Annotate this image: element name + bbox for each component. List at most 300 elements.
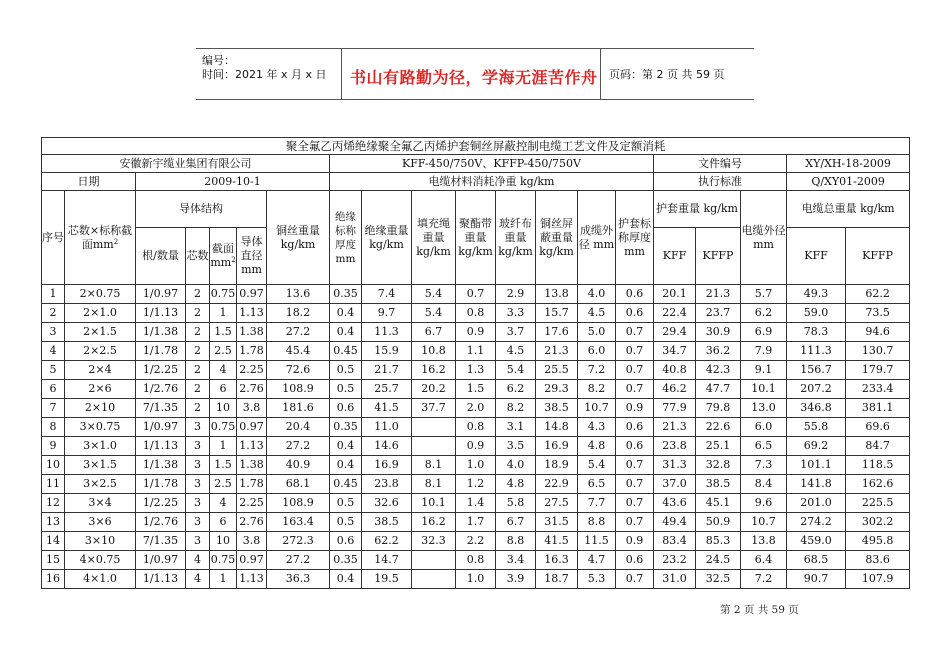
header-polyester-weight: 聚酯带重量kg/km <box>456 191 496 285</box>
table-cell: 21.3 <box>696 285 741 304</box>
table-cell: 21.3 <box>536 342 578 361</box>
table-cell: 29.4 <box>654 323 696 342</box>
table-cell: 6 <box>42 380 65 399</box>
table-cell: 3.8 <box>237 532 267 551</box>
table-cell: 40.8 <box>654 361 696 380</box>
table-cell: 1.0 <box>456 570 496 589</box>
table-cell: 1/1.38 <box>136 323 186 342</box>
header-glass-weight: 玻纤布重量kg/km <box>496 191 536 285</box>
table-cell: 31.3 <box>654 456 696 475</box>
table-cell: 22.6 <box>696 418 741 437</box>
header-seq: 序号 <box>42 191 65 285</box>
table-cell: 3 <box>186 437 210 456</box>
table-cell: 2.5 <box>210 342 237 361</box>
table-cell: 4.8 <box>578 437 616 456</box>
table-cell: 38.5 <box>696 475 741 494</box>
table-cell: 0.7 <box>616 475 654 494</box>
table-cell: 0.4 <box>330 304 362 323</box>
table-cell: 19.5 <box>362 570 412 589</box>
table-cell: 0.7 <box>616 570 654 589</box>
consumption-label: 电缆材料消耗净重 kg/km <box>330 173 654 191</box>
table-cell: 16.9 <box>536 437 578 456</box>
table-cell: 1/1.78 <box>136 342 186 361</box>
table-cell: 1/0.97 <box>136 551 186 570</box>
table-cell: 1.13 <box>237 437 267 456</box>
table-cell: 0.5 <box>330 380 362 399</box>
table-cell: 16.2 <box>412 361 456 380</box>
table-cell: 12 <box>42 494 65 513</box>
table-cell: 7.7 <box>578 494 616 513</box>
table-cell: 15.7 <box>536 304 578 323</box>
table-cell: 16.2 <box>412 513 456 532</box>
table-cell: 3×1.5 <box>65 456 136 475</box>
table-cell: 1.78 <box>237 475 267 494</box>
header-conductor-dia: 导体直径mm <box>237 228 267 285</box>
table-cell: 0.7 <box>616 361 654 380</box>
table-cell: 8 <box>42 418 65 437</box>
table-cell: 0.7 <box>616 380 654 399</box>
table-cell: 0.8 <box>456 418 496 437</box>
table-cell: 7.9 <box>741 342 787 361</box>
table-cell: 16 <box>42 570 65 589</box>
table-cell: 13.8 <box>741 532 787 551</box>
table-cell: 3.7 <box>496 323 536 342</box>
table-cell: 37.0 <box>654 475 696 494</box>
header-section: 截面 $mm^2$ <box>210 228 237 285</box>
table-cell: 8.8 <box>578 513 616 532</box>
table-cell: 18.7 <box>536 570 578 589</box>
header-sheath-kffp: KFFP <box>696 228 741 285</box>
table-cell: 11 <box>42 475 65 494</box>
table-cell: 4.0 <box>578 285 616 304</box>
header-conductor-structure: 导体结构 <box>136 191 267 228</box>
table-cell: 79.8 <box>696 399 741 418</box>
table-cell: 3 <box>186 475 210 494</box>
table-row <box>42 513 910 532</box>
table-cell: 38.5 <box>536 399 578 418</box>
table-cell: 16.9 <box>362 456 412 475</box>
table-cell: 274.2 <box>787 513 846 532</box>
table-cell: 1.0 <box>456 456 496 475</box>
table-cell: 4 <box>186 551 210 570</box>
table-cell: 90.7 <box>787 570 846 589</box>
table-cell: 156.7 <box>787 361 846 380</box>
table-cell: 0.9 <box>456 437 496 456</box>
table-cell: 6.2 <box>741 304 787 323</box>
table-cell: 2×1.0 <box>65 304 136 323</box>
table-cell: 45.1 <box>696 494 741 513</box>
table-cell: 272.3 <box>267 532 330 551</box>
table-cell: 20.2 <box>412 380 456 399</box>
table-row <box>42 475 910 494</box>
table-cell: 0.6 <box>330 532 362 551</box>
table-cell: 346.8 <box>787 399 846 418</box>
table-cell: 207.2 <box>787 380 846 399</box>
table-cell: 1/2.25 <box>136 361 186 380</box>
table-cell: 18.2 <box>267 304 330 323</box>
table-cell: 5.4 <box>412 285 456 304</box>
table-row <box>42 437 910 456</box>
table-cell: 27.2 <box>267 437 330 456</box>
table-cell: 10.1 <box>412 494 456 513</box>
table-cell: 1.5 <box>456 380 496 399</box>
doc-no-label: 文件编号 <box>654 155 787 173</box>
table-cell: 2×6 <box>65 380 136 399</box>
table-cell: 6.0 <box>578 342 616 361</box>
table-cell: 15.9 <box>362 342 412 361</box>
table-cell: 43.6 <box>654 494 696 513</box>
table-cell: 41.5 <box>362 399 412 418</box>
table-cell: 3×0.75 <box>65 418 136 437</box>
table-cell: 2.76 <box>237 380 267 399</box>
table-cell: 69.6 <box>846 418 910 437</box>
standard-value: Q/XY01-2009 <box>787 173 910 191</box>
table-cell: 3 <box>186 456 210 475</box>
table-cell: 46.2 <box>654 380 696 399</box>
table-cell: 6 <box>210 380 237 399</box>
table-title: 聚全氟乙丙烯绝缘聚全氟乙丙烯护套铜丝屏蔽控制电缆工艺文件及定额消耗 <box>42 138 910 155</box>
table-cell: 3.1 <box>496 418 536 437</box>
table-cell: 0.7 <box>616 513 654 532</box>
table-cell: 1/0.97 <box>136 285 186 304</box>
header-cores-section: 芯数×标称截面$mm^2$ <box>65 191 136 285</box>
table-cell: 2×2.5 <box>65 342 136 361</box>
table-cell: 72.6 <box>267 361 330 380</box>
header-shield-weight: 铜丝屏蔽重量kg/km <box>536 191 578 285</box>
table-row <box>42 456 910 475</box>
table-cell: 45.4 <box>267 342 330 361</box>
table-cell: 201.0 <box>787 494 846 513</box>
table-cell: 0.8 <box>456 551 496 570</box>
table-cell: 11.0 <box>362 418 412 437</box>
table-cell: 0.6 <box>616 285 654 304</box>
table-cell: 2.2 <box>456 532 496 551</box>
table-cell: 1 <box>42 285 65 304</box>
table-cell: 1.38 <box>237 456 267 475</box>
table-cell: 4×0.75 <box>65 551 136 570</box>
table-row <box>42 361 910 380</box>
table-cell: 2.5 <box>210 475 237 494</box>
table-cell: 27.2 <box>267 323 330 342</box>
table-cell: 15 <box>42 551 65 570</box>
table-cell: 0.9 <box>616 532 654 551</box>
header-insulation-weight: 绝缘重量 kg/km <box>362 191 412 285</box>
table-cell: 0.35 <box>330 418 362 437</box>
table-cell: 6.0 <box>741 418 787 437</box>
table-cell: 0.7 <box>456 285 496 304</box>
table-cell: 23.8 <box>654 437 696 456</box>
table-cell: 23.2 <box>654 551 696 570</box>
table-cell: 68.5 <box>787 551 846 570</box>
table-cell: 9 <box>42 437 65 456</box>
header-sheath-weight: 护套重量 kg/km <box>654 191 741 228</box>
table-cell: 13.8 <box>536 285 578 304</box>
table-cell: 108.9 <box>267 494 330 513</box>
header-core-od: 成缆外径 mm <box>578 191 616 285</box>
table-cell: 10.1 <box>741 380 787 399</box>
table-cell: 16.3 <box>536 551 578 570</box>
table-cell: 4 <box>210 494 237 513</box>
table-cell: 68.1 <box>267 475 330 494</box>
table-cell: 1 <box>210 304 237 323</box>
date-value: 2009-10-1 <box>136 173 330 191</box>
table-cell: 381.1 <box>846 399 910 418</box>
page-label: 页码：第 2 页 共 59 页 <box>609 68 725 81</box>
table-cell: 10 <box>210 399 237 418</box>
table-cell: 163.4 <box>267 513 330 532</box>
table-cell: 0.4 <box>330 570 362 589</box>
table-cell: 14 <box>42 532 65 551</box>
table-cell: 0.7 <box>616 456 654 475</box>
table-cell: 37.7 <box>412 399 456 418</box>
table-cell: 38.5 <box>362 513 412 532</box>
table-cell: 10.7 <box>741 513 787 532</box>
table-cell: 7.3 <box>741 456 787 475</box>
table-cell: 3 <box>186 418 210 437</box>
table-cell: 0.6 <box>330 399 362 418</box>
table-cell: 73.5 <box>846 304 910 323</box>
consumption-table <box>41 137 910 589</box>
table-row <box>42 285 910 304</box>
table-cell: 78.3 <box>787 323 846 342</box>
table-cell: 31.5 <box>536 513 578 532</box>
table-cell: 5.7 <box>741 285 787 304</box>
document-header <box>196 48 754 100</box>
table-cell: 6.5 <box>578 475 616 494</box>
table-cell: 3 <box>186 532 210 551</box>
table-cell: 84.7 <box>846 437 910 456</box>
table-cell: 23.7 <box>696 304 741 323</box>
table-cell: 495.8 <box>846 532 910 551</box>
table-cell: 5.4 <box>496 361 536 380</box>
table-cell: 0.75 <box>210 551 237 570</box>
table-cell: 9.7 <box>362 304 412 323</box>
table-cell: 42.3 <box>696 361 741 380</box>
motto: 书山有路勤为径，学海无涯苦作舟 <box>350 68 598 87</box>
date-label: 日期 <box>42 173 136 191</box>
table-cell: 14.6 <box>362 437 412 456</box>
table-cell: 130.7 <box>846 342 910 361</box>
table-cell: 1.7 <box>456 513 496 532</box>
header-sheath-thickness: 护套标称厚度mm <box>616 191 654 285</box>
header-insulation-thickness: 绝缘标称厚度mm <box>330 191 362 285</box>
table-row <box>42 342 910 361</box>
table-cell: 25.1 <box>696 437 741 456</box>
table-cell: 30.9 <box>696 323 741 342</box>
table-cell: 0.35 <box>330 551 362 570</box>
table-cell: 1.2 <box>456 475 496 494</box>
table-cell: 1.38 <box>237 323 267 342</box>
table-cell: 108.9 <box>267 380 330 399</box>
table-cell: 0.9 <box>616 399 654 418</box>
table-cell: 6.7 <box>496 513 536 532</box>
table-cell: 0.7 <box>616 342 654 361</box>
table-cell: 107.9 <box>846 570 910 589</box>
table-cell: 7/1.35 <box>136 532 186 551</box>
table-cell: 7.2 <box>578 361 616 380</box>
table-cell: 20.1 <box>654 285 696 304</box>
table-cell: 94.6 <box>846 323 910 342</box>
table-cell: 3.3 <box>496 304 536 323</box>
table-cell: 2×10 <box>65 399 136 418</box>
doc-no: XY/XH-18-2009 <box>787 155 910 173</box>
table-row <box>42 418 910 437</box>
table-cell: 1.4 <box>456 494 496 513</box>
header-roots-count: 根/数量 <box>136 228 186 285</box>
table-cell: 0.5 <box>330 494 362 513</box>
table-cell: 0.6 <box>616 437 654 456</box>
table-cell: 11.5 <box>578 532 616 551</box>
table-cell: 2 <box>186 285 210 304</box>
table-cell: 5 <box>42 361 65 380</box>
table-cell: 32.3 <box>412 532 456 551</box>
header-cores: 芯数 <box>186 228 210 285</box>
table-cell: 2 <box>186 304 210 323</box>
table-cell: 41.5 <box>536 532 578 551</box>
table-cell: 9.1 <box>741 361 787 380</box>
cable-models: KFF-450/750V、KFFP-450/750V <box>330 155 654 173</box>
table-cell: 6.2 <box>496 380 536 399</box>
table-cell: 0.7 <box>616 494 654 513</box>
table-cell: 23.8 <box>362 475 412 494</box>
table-cell: 10.8 <box>412 342 456 361</box>
table-cell: 459.0 <box>787 532 846 551</box>
header-meta-cell <box>196 49 342 99</box>
table-cell: 0.5 <box>330 513 362 532</box>
table-cell: 1.3 <box>456 361 496 380</box>
table-cell: 49.4 <box>654 513 696 532</box>
table-cell <box>412 551 456 570</box>
table-cell: 5.4 <box>412 304 456 323</box>
table-cell: 8.8 <box>496 532 536 551</box>
table-cell: 21.3 <box>654 418 696 437</box>
table-cell <box>412 570 456 589</box>
table-cell: 3×6 <box>65 513 136 532</box>
table-cell: 9.6 <box>741 494 787 513</box>
table-cell: 3×10 <box>65 532 136 551</box>
table-cell <box>412 437 456 456</box>
table-cell: 0.97 <box>237 418 267 437</box>
header-sheath-kff: KFF <box>654 228 696 285</box>
table-cell: 1/2.76 <box>136 513 186 532</box>
table-cell: 7 <box>42 399 65 418</box>
table-cell: 0.9 <box>456 323 496 342</box>
table-cell: 2.76 <box>237 513 267 532</box>
table-cell: 6.7 <box>412 323 456 342</box>
header-total-weight: 电缆总重量 kg/km <box>787 191 910 228</box>
table-cell: 4 <box>210 361 237 380</box>
table-cell: 62.2 <box>362 532 412 551</box>
table-cell: 4.3 <box>578 418 616 437</box>
table-cell: 29.3 <box>536 380 578 399</box>
table-cell: 6.4 <box>741 551 787 570</box>
table-cell: 0.45 <box>330 475 362 494</box>
table-cell: 22.4 <box>654 304 696 323</box>
table-cell: 162.6 <box>846 475 910 494</box>
table-cell: 225.5 <box>846 494 910 513</box>
table-cell: 1/1.13 <box>136 437 186 456</box>
table-cell: 25.5 <box>536 361 578 380</box>
table-cell: 3×4 <box>65 494 136 513</box>
table-cell: 4.0 <box>496 456 536 475</box>
table-cell: 31.0 <box>654 570 696 589</box>
table-cell: 7.2 <box>741 570 787 589</box>
table-cell: 6 <box>210 513 237 532</box>
header-cable-od: 电缆外径 mm <box>741 191 787 285</box>
table-cell: 7/1.35 <box>136 399 186 418</box>
table-cell: 0.8 <box>456 304 496 323</box>
table-cell: 32.8 <box>696 456 741 475</box>
table-cell: 3.4 <box>496 551 536 570</box>
table-cell: 47.7 <box>696 380 741 399</box>
table-cell: 8.2 <box>496 399 536 418</box>
table-cell: 10 <box>210 532 237 551</box>
table-cell: 0.97 <box>237 551 267 570</box>
table-cell: 1/2.25 <box>136 494 186 513</box>
table-cell: 11.3 <box>362 323 412 342</box>
table-cell: 27.2 <box>267 551 330 570</box>
table-cell: 4.5 <box>496 342 536 361</box>
table-cell: 1 <box>210 570 237 589</box>
table-cell: 3 <box>186 494 210 513</box>
table-cell: 77.9 <box>654 399 696 418</box>
table-cell: 2 <box>42 304 65 323</box>
table-cell: 5.0 <box>578 323 616 342</box>
table-cell: 59.0 <box>787 304 846 323</box>
table-cell: 141.8 <box>787 475 846 494</box>
table-cell: 0.4 <box>330 323 362 342</box>
table-cell: 25.7 <box>362 380 412 399</box>
table-cell: 4.7 <box>578 551 616 570</box>
table-cell: 4.5 <box>578 304 616 323</box>
table-row <box>42 494 910 513</box>
table-cell: 32.6 <box>362 494 412 513</box>
table-cell: 2 <box>186 361 210 380</box>
table-cell: 27.5 <box>536 494 578 513</box>
table-cell: 2×4 <box>65 361 136 380</box>
table-cell: 34.7 <box>654 342 696 361</box>
table-cell: 49.3 <box>787 285 846 304</box>
table-cell: 13.6 <box>267 285 330 304</box>
table-cell: 4.8 <box>496 475 536 494</box>
table-cell: 3×1.0 <box>65 437 136 456</box>
table-cell: 1/2.76 <box>136 380 186 399</box>
table-cell: 36.2 <box>696 342 741 361</box>
table-cell: 1/0.97 <box>136 418 186 437</box>
page-footer: 第 2 页 共 59 页 <box>720 604 799 616</box>
header-page-cell <box>600 49 755 99</box>
table-cell: 2.0 <box>456 399 496 418</box>
header-total-kffp: KFFP <box>846 228 910 285</box>
table-cell: 2.25 <box>237 361 267 380</box>
table-cell: 21.7 <box>362 361 412 380</box>
table-cell: 6.9 <box>741 323 787 342</box>
table-cell: 17.6 <box>536 323 578 342</box>
table-cell: 2×1.5 <box>65 323 136 342</box>
table-cell: 6.5 <box>741 437 787 456</box>
table-cell: 5.4 <box>578 456 616 475</box>
table-row <box>42 323 910 342</box>
table-cell: 2 <box>186 323 210 342</box>
table-cell: 1.1 <box>456 342 496 361</box>
table-cell <box>412 418 456 437</box>
table-cell: 40.9 <box>267 456 330 475</box>
table-cell: 13 <box>42 513 65 532</box>
table-cell: 0.75 <box>210 418 237 437</box>
table-cell: 302.2 <box>846 513 910 532</box>
table-cell: 36.3 <box>267 570 330 589</box>
table-cell: 0.35 <box>330 285 362 304</box>
